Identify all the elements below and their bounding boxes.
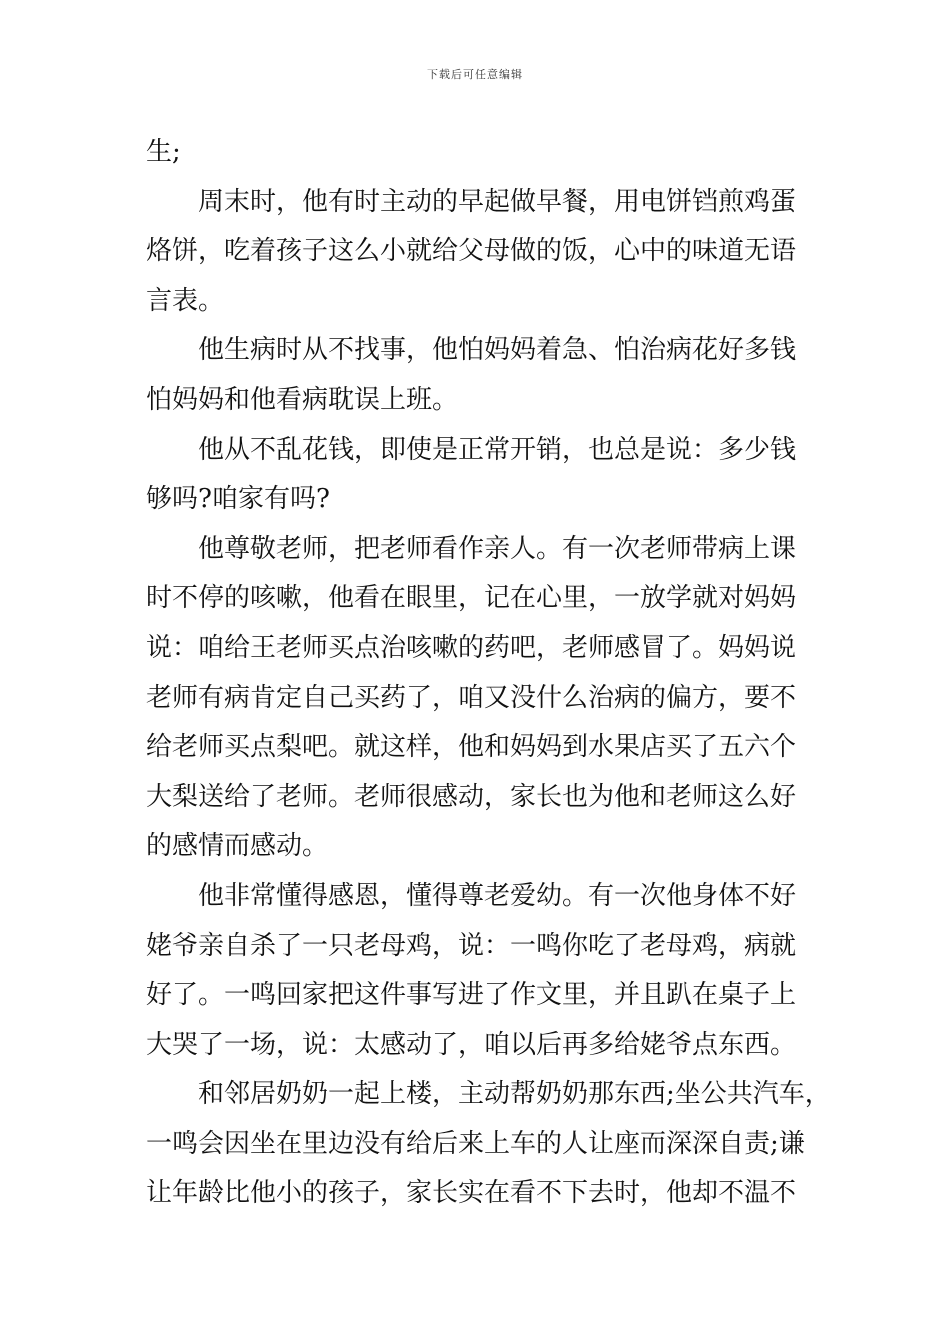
document-body — [146, 128, 831, 1219]
text-line: 的感情而感动。 — [146, 831, 329, 862]
text-line: 生; — [146, 137, 181, 167]
text-line: 烙饼，吃着孩子这么小就给父母做的饭，心中的味道无语 — [146, 236, 797, 267]
text-line: 时不停的咳嗽，他看在眼里，记在心里，一放学就对妈妈 — [146, 583, 797, 614]
paragraph-start-line: 他从不乱花钱，即使是正常开销，也总是说：多少钱 — [198, 434, 797, 465]
text-line: 怕妈妈和他看病耽误上班。 — [146, 384, 459, 415]
paragraph-start-line: 他尊敬老师，把老师看作亲人。有一次老师带病上课 — [198, 533, 797, 564]
text-line: 一鸣会因坐在里边没有给后来上车的人让座而深深自责;谦 — [146, 1128, 805, 1159]
paragraph-start-line: 他生病时从不找事，他怕妈妈着急、怕治病花好多钱 — [198, 335, 797, 366]
text-line: 言表。 — [146, 285, 225, 316]
text-line: 给老师买点梨吧。就这样，他和妈妈到水果店买了五六个 — [146, 732, 797, 763]
text-line: 够吗?咱家有吗? — [146, 484, 330, 515]
text-line: 老师有病肯定自己买药了，咱又没什么治病的偏方，要不 — [146, 682, 797, 713]
text-line: 大梨送给了老师。老师很感动，家长也为他和老师这么好 — [146, 781, 797, 812]
text-line: 说：咱给王老师买点治咳嗽的药吧，老师感冒了。妈妈说 — [146, 632, 797, 663]
page-header: 下载后可任意编辑 — [427, 68, 523, 81]
paragraph-start-line: 周末时，他有时主动的早起做早餐，用电饼铛煎鸡蛋 — [198, 186, 797, 217]
text-line: 姥爷亲自杀了一只老母鸡，说：一鸣你吃了老母鸡，病就 — [146, 930, 797, 961]
paragraph-start-line: 和邻居奶奶一起上楼，主动帮奶奶那东西;坐公共汽车， — [198, 1079, 831, 1110]
text-line: 让年龄比他小的孩子，家长实在看不下去时，他却不温不 — [146, 1178, 797, 1209]
text-line: 大哭了一场，说：太感动了，咱以后再多给姥爷点东西。 — [146, 1029, 797, 1060]
text-line: 好了。一鸣回家把这件事写进了作文里，并且趴在桌子上 — [146, 980, 797, 1011]
paragraph-start-line: 他非常懂得感恩，懂得尊老爱幼。有一次他身体不好 — [198, 880, 797, 911]
